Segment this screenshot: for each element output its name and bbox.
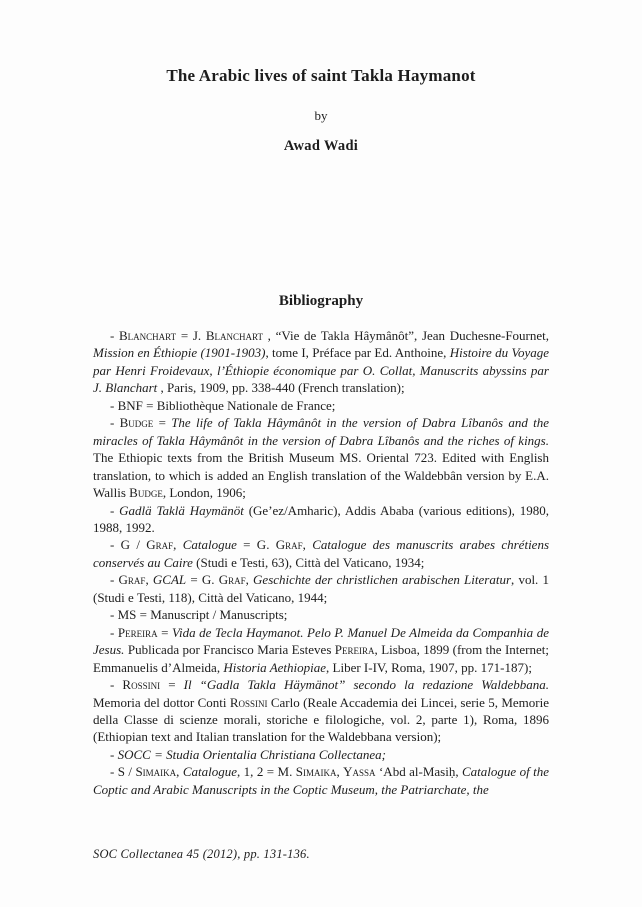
bibliography-entry: - Gadlä Taklä Haymänöt (Ge’ez/Amharic), Addis Ababa (various editions), 1980, 1988, 1992. <box>93 502 549 535</box>
bibliography-entry: - Graf, GCAL = G. Graf, Geschichte der christlichen arabischen Literatur, vol. 1 (Studi e Testi, 118), Città del Vaticano, 1944; <box>93 572 549 605</box>
bibliography-entry: - Pereira = Vida de Tecla Haymanot. Pelo P. Manuel De Almeida da Companhia de Jesus. Publicada por Francisco Maria Esteves Pereira, Lisboa, 1899 (from the Internet; Emmanuelis d’Almeida, Historia Aethiopiae, Liber I-IV, Roma, 1907, pp. 171-187); <box>93 624 549 675</box>
bibliography-entry: - Rossini = Il “Gadla Takla Häymänot” secondo la redazione Waldebbana. Memoria del dottor Conti Rossini Carlo (Reale Accademia dei Lincei, serie 5, Memorie della Classe di scienze morali, storiche e filologiche, vol. 2, parte 1), Roma, 1896 (Ethiopian text and Italian translation for the Waldebbana version); <box>93 677 550 745</box>
bibliography-entry: - G / Graf, Catalogue = G. Graf, Catalogue des manuscrits arabes chrétiens conservés au Caire (Studi e Testi, 63), Città del Vaticano, 1934; <box>93 537 550 570</box>
bibliography-entries <box>93 327 549 798</box>
bibliography-entry: - BNF = Bibliothèque Nationale de France; <box>110 397 336 413</box>
author-name: Awad Wadi <box>283 138 359 154</box>
page-title: The Arabic lives of saint Takla Haymanot <box>166 66 476 85</box>
bibliography-entry: - S / Simaika, Catalogue, 1, 2 = M. Simaika, Yassa ‘Abd al-Masiḥ, Catalogue of the Coptic and Arabic Manuscripts in the Coptic Museum, the Patriarchate, the <box>93 764 549 797</box>
bibliography-entry: - Blanchart = J. Blanchart , “Vie de Takla Hâymânôt”, Jean Duchesne-Fournet, Mission en Éthiopie (1901-1903), tome I, Préface par Ed. Anthoine, Histoire du Voyage par Henri Froidevaux, l’Éthiopie économique par O. Collat, Manuscrits abyssins par J. Blanchart , Paris, 1909, pp. 338-440 (French translation); <box>93 328 550 396</box>
journal-footer-citation: SOC Collectanea 45 (2012), pp. 131-136. <box>93 847 310 861</box>
section-heading-bibliography: Bibliography <box>278 293 364 309</box>
bibliography-entry: - Budge = The life of Takla Hâymânôt in the version of Dabra Lîbanôs and the miracles of Takla Hâymânôt in the version of Dabra Lîbanôs and the riches of kings. The Ethiopic texts from the British Museum MS. Oriental 723. Edited with English translation, to which is added an English translation of the Waldebbân version by E.A. Wallis Budge, London, 1906; <box>93 415 549 501</box>
bibliography-entry: - SOCC = Studia Orientalia Christiana Collectanea; <box>110 746 387 762</box>
bibliography-entry: - MS = Manuscript / Manuscripts; <box>110 607 288 623</box>
byline: by <box>314 108 328 123</box>
